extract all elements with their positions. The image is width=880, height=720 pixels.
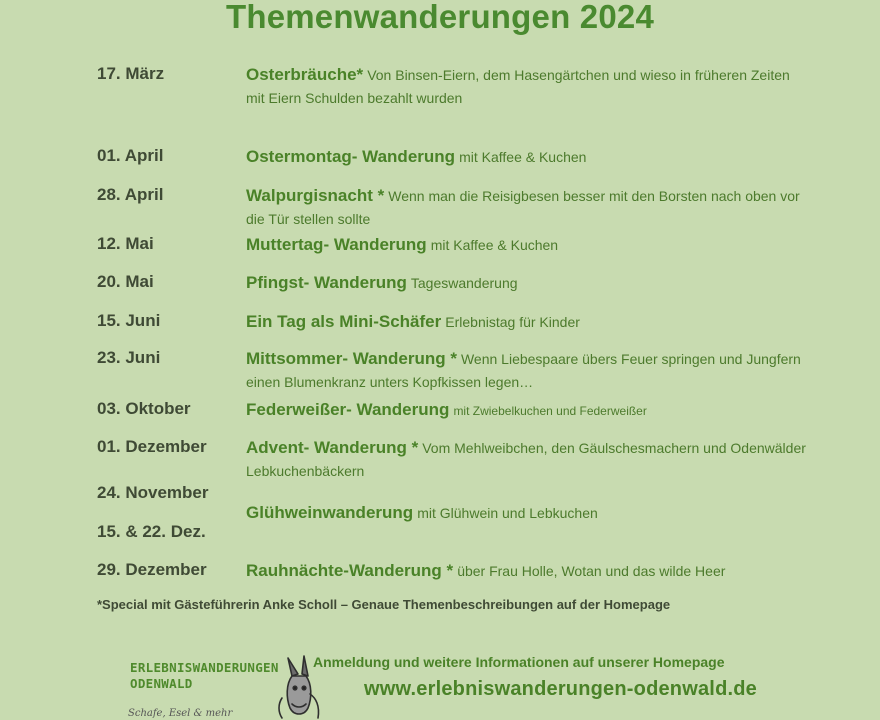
event-date: 03. Oktober	[97, 399, 191, 418]
event-name: Osterbräuche*	[246, 65, 364, 84]
event-text: Erlebnistag für Kinder	[445, 314, 580, 330]
event-name: Muttertag- Wanderung	[246, 235, 427, 254]
event-text: Von Binsen-Eiern, dem Hasengärtchen und wieso in früheren Zeiten mit Eiern Schulden bezahlt wurden	[246, 67, 790, 106]
event-text: mit Kaffee & Kuchen	[459, 149, 587, 165]
event-name: Federweißer- Wanderung	[246, 400, 450, 419]
event-name: Walpurgisnacht *	[246, 186, 385, 205]
logo-signature: Schafe, Esel & mehr	[128, 708, 233, 719]
footnote: *Special mit Gästeführerin Anke Scholl – Genaue Themenbeschreibungen auf der Homepage	[97, 597, 671, 612]
event-description	[246, 348, 806, 394]
event-text: Wenn Liebespaare übers Feuer springen und Jungfern einen Blumenkranz unters Kopfkissen legen…	[246, 351, 801, 390]
event-date: 17. März	[97, 64, 165, 83]
event-name: Advent- Wanderung *	[246, 438, 419, 457]
event-date: 15. Juni	[97, 311, 161, 330]
event-description	[246, 399, 806, 422]
event-name: Rauhnächte-Wanderung *	[246, 561, 454, 580]
event-description	[246, 502, 806, 525]
logo	[124, 654, 324, 720]
event-name: Pfingst- Wanderung	[246, 273, 407, 292]
event-text: Wenn man die Reisigbesen besser mit den Borsten nach oben vor die Tür stellen sollte	[246, 188, 800, 227]
event-description	[246, 146, 806, 169]
event-date: 01. April	[97, 146, 164, 165]
event-description	[246, 234, 806, 257]
event-description	[246, 311, 806, 334]
logo-title: ERLEBNISWANDERUNGEN	[130, 660, 279, 675]
event-date: 20. Mai	[97, 272, 154, 291]
event-date: 12. Mai	[97, 234, 154, 253]
event-description	[246, 185, 806, 231]
event-name: Glühweinwanderung	[246, 503, 414, 522]
event-date: 29. Dezember	[97, 560, 207, 579]
homepage-link[interactable]: www.erlebniswanderungen-odenwald.de	[364, 678, 757, 700]
event-date: 01. Dezember	[97, 437, 207, 456]
event-text: über Frau Holle, Wotan und das wilde Heer	[457, 563, 726, 579]
event-text: mit Glühwein und Lebkuchen	[417, 505, 598, 521]
event-date: 28. April	[97, 185, 164, 204]
event-text: Tageswanderung	[410, 275, 518, 291]
info-text: Anmeldung und weitere Informationen auf unserer Homepage	[313, 654, 725, 670]
event-description	[246, 437, 806, 483]
event-name: Mittsommer- Wanderung *	[246, 349, 457, 368]
event-text: mit Zwiebelkuchen und Federweißer	[453, 404, 647, 418]
event-name: Ostermontag- Wanderung	[246, 147, 456, 166]
event-date: 23. Juni	[97, 348, 161, 367]
logo-subtitle: ODENWALD	[130, 676, 193, 691]
page-title: Themenwanderungen 2024	[225, 0, 655, 35]
event-description	[246, 272, 806, 295]
event-description	[246, 560, 806, 583]
event-text: Vom Mehlweibchen, den Gäulschesmachern und Odenwälder Lebkuchenbäckern	[246, 440, 806, 479]
event-date: 24. November	[97, 483, 209, 502]
event-description	[246, 64, 806, 110]
event-name: Ein Tag als Mini-Schäfer	[246, 312, 442, 331]
event-text: mit Kaffee & Kuchen	[430, 237, 559, 253]
event-date: 15. & 22. Dez.	[97, 522, 206, 541]
